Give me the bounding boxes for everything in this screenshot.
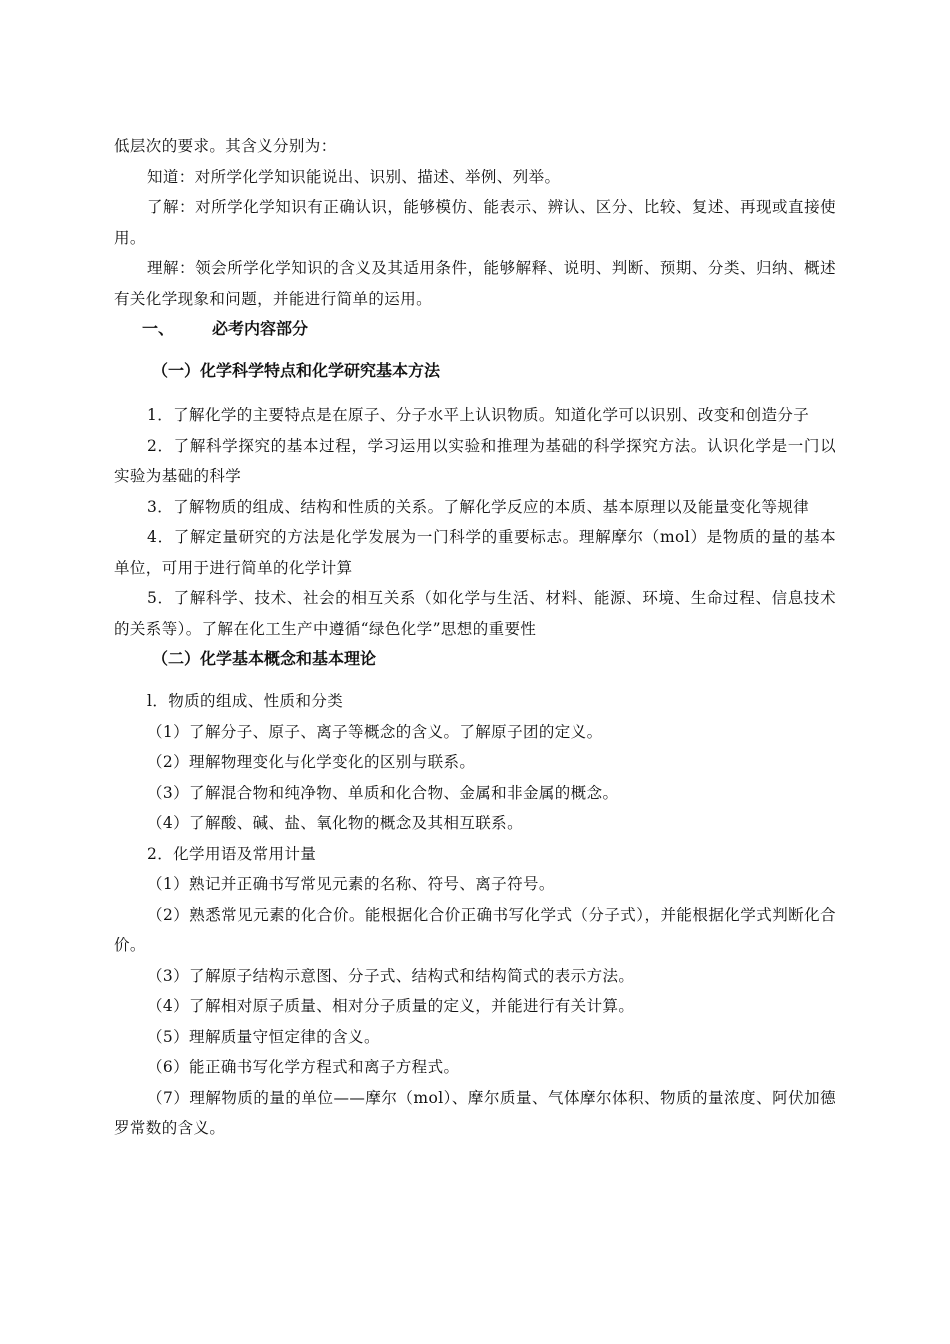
requirement-item: （2）熟悉常见元素的化合价。能根据化合价正确书写化学式（分子式），并能根据化学式判断化合价。 (114, 905, 836, 954)
requirement-item: （1）了解分子、原子、离子等概念的含义。了解原子团的定义。 (147, 722, 603, 741)
group-title: 2．化学用语及常用计量 (147, 844, 317, 863)
requirement-item: （7）理解物质的量的单位——摩尔（mol）、摩尔质量、气体摩尔体积、物质的量浓度、阿伏加德罗常数的含义。 (114, 1088, 836, 1137)
requirement-item: 5．了解科学、技术、社会的相互关系（如化学与生活、材料、能源、环境、生命过程、信息技术的关系等）。了解在化工生产中遵循“绿色化学”思想的重要性 (114, 589, 836, 638)
definition-understand: 了解：对所学化学知识有正确认识，能够模仿、能表示、辨认、区分、比较、复述、再现或直接使用。 (114, 198, 836, 247)
requirement-item: （2）理解物理变化与化学变化的区别与联系。 (147, 753, 476, 771)
requirement-item: （4）了解酸、碱、盐、氧化物的概念及其相互联系。 (147, 814, 523, 832)
definition-comprehend: 理解：领会所学化学知识的含义及其适用条件，能够解释、说明、判断、预期、分类、归纳、概述有关化学现象和问题，并能进行简单的运用。 (114, 259, 836, 308)
requirement-item: （1）熟记并正确书写常见元素的名称、符号、离子符号。 (147, 875, 555, 893)
requirement-item: （5）理解质量守恒定律的含义。 (147, 1027, 380, 1046)
requirement-item: （3）了解混合物和纯净物、单质和化合物、金属和非金属的概念。 (147, 783, 619, 802)
subsection-heading-1: （一）化学科学特点和化学研究基本方法 (152, 361, 441, 380)
requirement-item: （4）了解相对原子质量、相对分子质量的定义，并能进行有关计算。 (147, 997, 635, 1015)
subsection-heading-2: （二）化学基本概念和基本理论 (152, 649, 377, 668)
requirement-item: 3．了解物质的组成、结构和性质的关系。了解化学反应的本质、基本原理以及能量变化等规律 (147, 497, 810, 516)
section-heading (114, 314, 836, 344)
section-number: 一、 (142, 319, 175, 338)
group-title: l．物质的组成、性质和分类 (147, 692, 344, 710)
document-body (114, 131, 836, 1144)
intro-line: 低层次的要求。其含义分别为： (114, 137, 337, 155)
requirement-item: 2．了解科学探究的基本过程，学习运用以实验和推理为基础的科学探究方法。认识化学是一门以实验为基础的科学 (114, 436, 836, 485)
requirement-item: 1．了解化学的主要特点是在原子、分子水平上认识物质。知道化学可以识别、改变和创造分子 (147, 406, 810, 424)
definition-know: 知道：对所学化学知识能说出、识别、描述、举例、列举。 (147, 167, 561, 186)
requirement-item: （3）了解原子结构示意图、分子式、结构式和结构简式的表示方法。 (147, 966, 635, 985)
requirement-item: 4．了解定量研究的方法是化学发展为一门科学的重要标志。理解摩尔（mol）是物质的量的基本单位，可用于进行简单的化学计算 (114, 528, 836, 577)
requirement-item: （6）能正确书写化学方程式和离子方程式。 (147, 1058, 460, 1076)
section-title: 必考内容部分 (212, 319, 309, 338)
